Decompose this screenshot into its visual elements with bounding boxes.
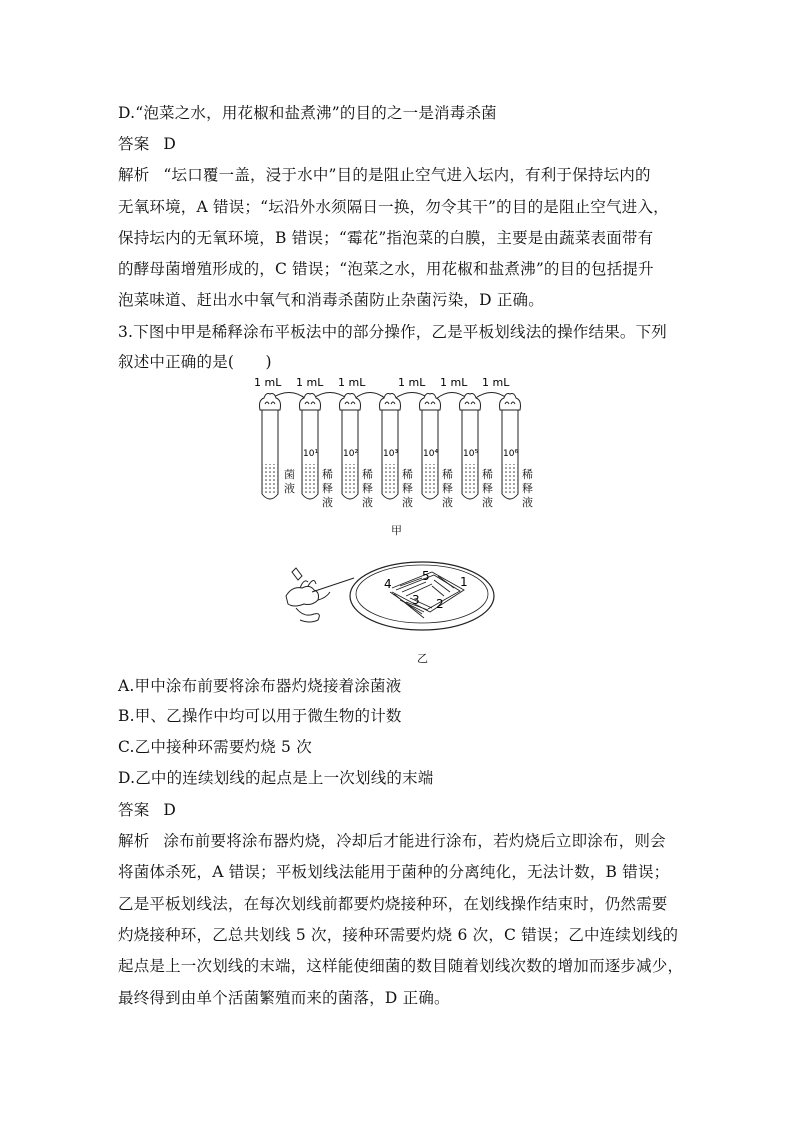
tube-3 [380, 394, 401, 500]
line-option-d-prev: D.“泡菜之水，用花椒和盐煮沸”的目的之一是消毒杀菌 [118, 104, 497, 122]
transfer-label-3: 1 mL [338, 376, 366, 389]
zone-number-3: 3 [412, 593, 420, 607]
explanation-text: “坛口覆一盖，浸于水中”目的是阻止空气进入坛内，有利于保持坛内的 [163, 166, 651, 184]
option-d: D.乙中的连续划线的起点是上一次划线的末端 [118, 769, 434, 787]
answer-2 [118, 800, 176, 820]
tube-label-1: 10¹ [303, 449, 319, 459]
transfer-label-5: 1 mL [440, 376, 468, 389]
answer-label: 答案 [118, 801, 150, 819]
zone-number-4: 4 [384, 577, 392, 591]
tube-label-4: 10⁴ [423, 449, 439, 459]
dilution-label-4: 稀释液 [442, 468, 453, 509]
figure-yi-petri-dish [282, 548, 502, 648]
zone-number-5: 5 [422, 569, 430, 583]
dilution-label-2: 稀释液 [362, 468, 373, 509]
dilution-label-5: 稀释液 [482, 468, 493, 509]
explanation-label: 解析 [118, 166, 150, 184]
explanation-2-line-4: 灼烧接种环，乙总共划线 5 次，接种环需要灼烧 6 次，C 错误；乙中连续划线的 [118, 926, 679, 944]
figure-jia-caption: 甲 [391, 524, 402, 537]
figure-yi-caption: 乙 [417, 652, 428, 665]
explanation-1-line-5: 泡菜味道、赶出水中氧气和消毒杀菌防止杂菌污染，D 正确。 [118, 291, 544, 309]
explanation-2-line-1 [118, 831, 666, 851]
answer-value: D [163, 801, 177, 819]
tube-1 [300, 394, 321, 500]
stock-label: 菌液 [284, 468, 295, 495]
explanation-1-line-2: 无氧环境，A 错误；“坛沿外水须隔日一换，勿令其干”的目的是阻止空气进入， [118, 198, 669, 216]
figure-jia-dilution-tubes [240, 374, 560, 520]
dilution-label-6: 稀释液 [522, 468, 533, 509]
tube-stock [260, 394, 281, 500]
option-c: C.乙中接种环需要灼烧 5 次 [118, 738, 312, 756]
dilution-label-3: 稀释液 [402, 468, 413, 509]
zone-number-2: 2 [436, 597, 444, 611]
explanation-label: 解析 [118, 832, 150, 850]
explanation-2-line-3: 乙是平板划线法，在每次划线前都要灼烧接种环，在划线操作结束时，仍然需要 [118, 895, 668, 913]
question-3-line-2: 叙述中正确的是( ) [118, 353, 272, 371]
tube-label-2: 10² [343, 449, 359, 459]
explanation-2-line-6: 最终得到由单个活菌繁殖而来的菌落，D 正确。 [118, 989, 450, 1007]
tube-label-3: 10³ [383, 449, 399, 459]
option-b: B.甲、乙操作中均可以用于微生物的计数 [118, 707, 402, 725]
question-3-line-1: 3.下图中甲是稀释涂布平板法中的部分操作，乙是平板划线法的操作结果。下列 [118, 323, 667, 341]
hand-with-loop [286, 568, 354, 622]
explanation-2-line-5: 起点是上一次划线的末端，这样能使细菌的数目随着划线次数的增加而逐步减少， [118, 957, 684, 975]
explanation-1-line-4: 的酵母菌增殖形成的，C 错误；“泡菜之水，用花椒和盐煮沸”的目的包括提升 [118, 260, 654, 278]
tube-label-5: 10⁵ [463, 449, 479, 459]
transfer-label-4: 1 mL [398, 376, 426, 389]
explanation-1-line-3: 保持坛内的无氧环境，B 错误；“霉花”指泡菜的白膜，主要是由蔬菜表面带有 [118, 229, 654, 247]
tube-6 [500, 394, 521, 500]
transfer-label-6: 1 mL [482, 376, 510, 389]
answer-value: D [163, 135, 177, 153]
explanation-2-line-2: 将菌体杀死，A 错误；平板划线法能用于菌种的分离纯化，无法计数，B 错误； [118, 863, 670, 881]
dilution-label-1: 稀释液 [322, 468, 333, 509]
zone-number-1: 1 [460, 575, 468, 589]
explanation-1-line-1 [118, 165, 651, 185]
answer-label: 答案 [118, 135, 150, 153]
transfer-label-2: 1 mL [296, 376, 324, 389]
explanation-text: 涂布前要将涂布器灼烧，冷却后才能进行涂布，若灼烧后立即涂布，则会 [163, 832, 666, 850]
tube-2 [340, 394, 361, 500]
tube-4 [420, 394, 441, 500]
option-a: A.甲中涂布前要将涂布器灼烧接着涂菌液 [118, 677, 402, 695]
tube-label-6: 10⁶ [503, 449, 519, 459]
tube-5 [460, 394, 481, 500]
answer-1 [118, 134, 176, 154]
transfer-label-1: 1 mL [254, 376, 282, 389]
